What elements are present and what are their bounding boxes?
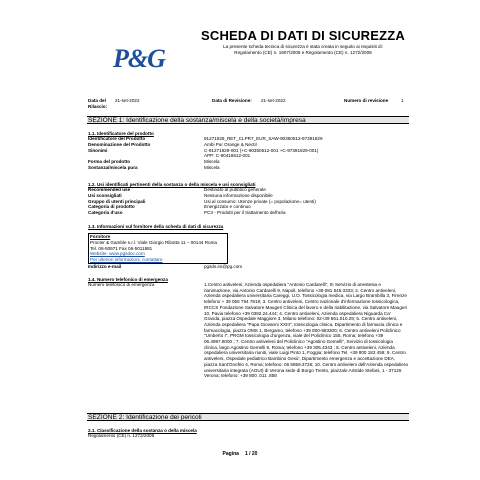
revision-date-value: 21-set-2022: [261, 98, 286, 103]
supplier-website-link[interactable]: Website: www.pgsdoc.com: [90, 251, 145, 257]
document-subtitle: [190, 44, 416, 55]
subsection-1-2-title: 1.2. Usi identificati pertinenti della sostanza o della miscela e usi sconsigliati: [88, 182, 256, 187]
page-footer: [0, 451, 480, 457]
subsection-1-4-title: 1.4. Numero telefonico di emergenza: [88, 277, 168, 282]
subtitle-line-2: Regolamento (CE) n. 1907/2006 e Regolamento (CE) n. 1272/2008: [234, 49, 372, 55]
section-1-header: SEZIONE 1: Identificazione della sostanza/miscela e della società/impresa: [87, 116, 409, 124]
subsection-2-1-title: 2.1. Classificazione della sostanza o della miscela: [88, 428, 197, 433]
regulation-text: Regolamento (CE) n. 1272/2008: [88, 433, 155, 438]
contact-info-link[interactable]: Per ulteriori informazioni, contattare: [90, 257, 163, 263]
page-number: 1 / 20: [244, 451, 258, 457]
emergency-phone-label: Numero telefonico di emergenza: [88, 282, 155, 287]
subtitle-line-1: La presente scheda tecnica di sicurezza è stata creata in seguito ai requisiti di:: [223, 44, 383, 49]
release-date-label: Data del Rilascio:: [88, 98, 108, 109]
subsection-1-3-title: 1.3. Informazioni sul fornitore della scheda di dati di sicurezza: [88, 224, 224, 229]
page-label: Pagina: [222, 451, 239, 457]
revision-number-value: 1: [401, 98, 404, 103]
pg-logo: P&G: [113, 44, 165, 73]
supplier-phone: Tel. 06-50971 Fax 06-5011881: [90, 245, 153, 251]
supplier-heading: Fornitore: [90, 234, 111, 239]
sds-page: P&G SCHEDA DI DATI DI SICUREZZA La presente scheda tecnica di sicurezza è stata creata in seguito ai requisiti di: Regolamento (CE) n. 1907/2006 e Regolamento (CE) n. 1272/2008 Data del Rilascio: 21-set-2022 Data di Revisione: 21-set-2022 Numero di revisione 1 SEZIONE 1: Identificazione della sostanza/miscela e della società/impresa 1.1. Identificatore del prodotto Identificatore del Prodotto 91271929_RET_CLPR7_EUR_SAW-90350512-97391829 Denominazione del Prodotto Ambi Pur Orange & Nectil Sinonimi C-91271929-001 (+C-90350512-001 +C-97391829-001) APP: C-90416812-001 Forma del prodotto Miscela Sostanza/miscela pura Miscela 1.2. Usi identificati pertinenti della sostanza o della miscela e usi sconsigliati Recommended use Destinato al pubblico generale Usi sconsigliati Nessuna informazione disponibile Gruppo di utenti principali Usi al consumo: Utenze private (= popolazione= utenti) Categoria di prodotto Energizzato e continuo Categoria d'uso PC3 - Prodotti per il trattamento dell'aria 1.3. Informazioni sul fornitore della scheda di dati di sicurezza Fornitore Procter & Gamble s.r.l. Viale Giorgio Ribotta 11 – 00144 Roma Tel. 06-50971 Fax 06-5011881 Website: www.pgsdoc.com Per ulteriori informazioni, contattare Indirizzo e-mail pgsds.im@pg.com 1.4. Numero telefonico di emergenza Numero telefonico di emergenza 1.Centro antiveleni, Azienda ospedaliera "Antonio Cardarelli", III Servizio di anestesia e rianimazione, via Antonio Cardarelli 9, Napoli, telefono +39 081 545.3333; 2. Centro antiveleni, Azienda ospedaliera universitaria Careggi, U.O. Tossicologia medica, via Largo Brambilla 3, Firenze telefono + 39 055 794 7819; 3. Centro antiveleni, Centro nazionale d'informazione tossicologica, IRCCS Fondazione Salvatore Maugeri Clinica del lavoro e della riabilitazione, via Salvatore Maugeri 10, Pavia telefono +39 0382.24.444; 4. Centro antiveleni, Azienda ospedaliera Niguarda Ca' Granda, piazza Ospedale Maggiore 3, Milano telefono: 02+39 661.010.29; 5. Centro antiveleni, Azienda ospedaliera "Papa Giovanni XXIII", tossicologia clinica, Dipartimento di farmacia clinica e farmacologia, piazza OMS 1, Bergamo, telefono +39 800-883300; 6. Centro antiveleni Policlinico "Umberto I", PRGM tossicologia d'urgenza, viale del Policlinico 155, Roma; telefono +39 06.4997.8000 ; 7. Centro antiveleni del Policlinico "Agostino Gemelli", Servizio di tossicologia clinica, largo Agostino Gemelli 8, Roma; telefono +39 305.4343 ; 8. Centro antiveleni, Azienda ospedaliera universitaria riuniti, viale Luigi Pinto 1, Foggia; telefono Tel. +39 800 183 459; 9. Centro antiveleni, Ospedale pediatrico Bambino Gesù', Dipartimento emergenza e accettazione DEA, piazza Sant'Onofrio 4, Roma; telefono: 06 6859.3726; 10. Centro antiveleni dell'Azienda ospedaliera universitaria integrata (AOUI) di Verona sede di Borgo Trento, piazzale Aristide Stefani, 1 - 37126 Verona; telefono: +39 800 .011 .858 SEZIONE 2: Identificazione dei pericoli 2.1. Classificazione della sostanza o della miscela Regolamento (CE) n. 1272/2008 Pagina 1 / 20: [0, 0, 480, 480]
supplier-box: [88, 233, 228, 264]
release-date-value: 21-set-2022: [115, 98, 140, 103]
supplier-address: Procter & Gamble s.r.l. Viale Giorgio Ribotta 11 – 00144 Roma: [90, 239, 217, 245]
subsection-1-1-title: 1.1. Identificatore del prodotto: [88, 131, 154, 136]
email-value: pgsds.im@pg.com: [204, 264, 243, 269]
revision-date-label: Data di Revisione:: [212, 98, 252, 103]
section-2-header: SEZIONE 2: Identificazione dei pericoli: [87, 413, 409, 421]
emergency-phone-text: 1.Centro antiveleni, Azienda ospedaliera "Antonio Cardarelli", III Servizio di anestesia e rianimazione, via Antonio Cardarelli 9, Napoli, telefono +39 081 545.3333; 2. Centro antiveleni, Azienda ospedaliera universitaria Careggi, U.O. Tossicologia medica, via Largo Brambilla 3, Firenze telefono + 39 055 794 7819; 3. Centro antiveleni, Centro nazionale d'informazione tossicologica, IRCCS Fondazione Salvatore Maugeri Clinica del lavoro e della riabilitazione, via Salvatore Maugeri 10, Pavia telefono +39 0382.24.444; 4. Centro antiveleni, Azienda ospedaliera Niguarda Ca' Granda, piazza Ospedale Maggiore 3, Milano telefono: 02+39 661.010.29; 5. Centro antiveleni, Azienda ospedaliera "Papa Giovanni XXIII", tossicologia clinica, Dipartimento di farmacia clinica e farmacologia, piazza OMS 1, Bergamo, telefono +39 800-883300; 6. Centro antiveleni Policlinico "Umberto I", PRGM tossicologia d'urgenza, viale del Policlinico 155, Roma; telefono +39 06.4997.8000 ; 7. Centro antiveleni del Policlinico "Agostino Gemelli", Servizio di tossicologia clinica, largo Agostino Gemelli 8, Roma; telefono +39 305.4343 ; 8. Centro antiveleni, Azienda ospedaliera universitaria riuniti, viale Luigi Pinto 1, Foggia; telefono Tel. +39 800 183 459; 9. Centro antiveleni, Ospedale pediatrico Bambino Gesù', Dipartimento emergenza e accettazione DEA, piazza Sant'Onofrio 4, Roma; telefono: 06 6859.3726; 10. Centro antiveleni dell'Azienda ospedaliera universitaria integrata (AOUI) di Verona sede di Borgo Trento, piazzale Aristide Stefani, 1 - 37126 Verona; telefono: +39 800 .011 .858: [204, 282, 408, 379]
revision-number-label: Numero di revisione: [344, 98, 389, 103]
email-label: Indirizzo e-mail: [88, 264, 122, 269]
document-title: SCHEDA DI DATI DI SICUREZZA: [200, 28, 405, 43]
